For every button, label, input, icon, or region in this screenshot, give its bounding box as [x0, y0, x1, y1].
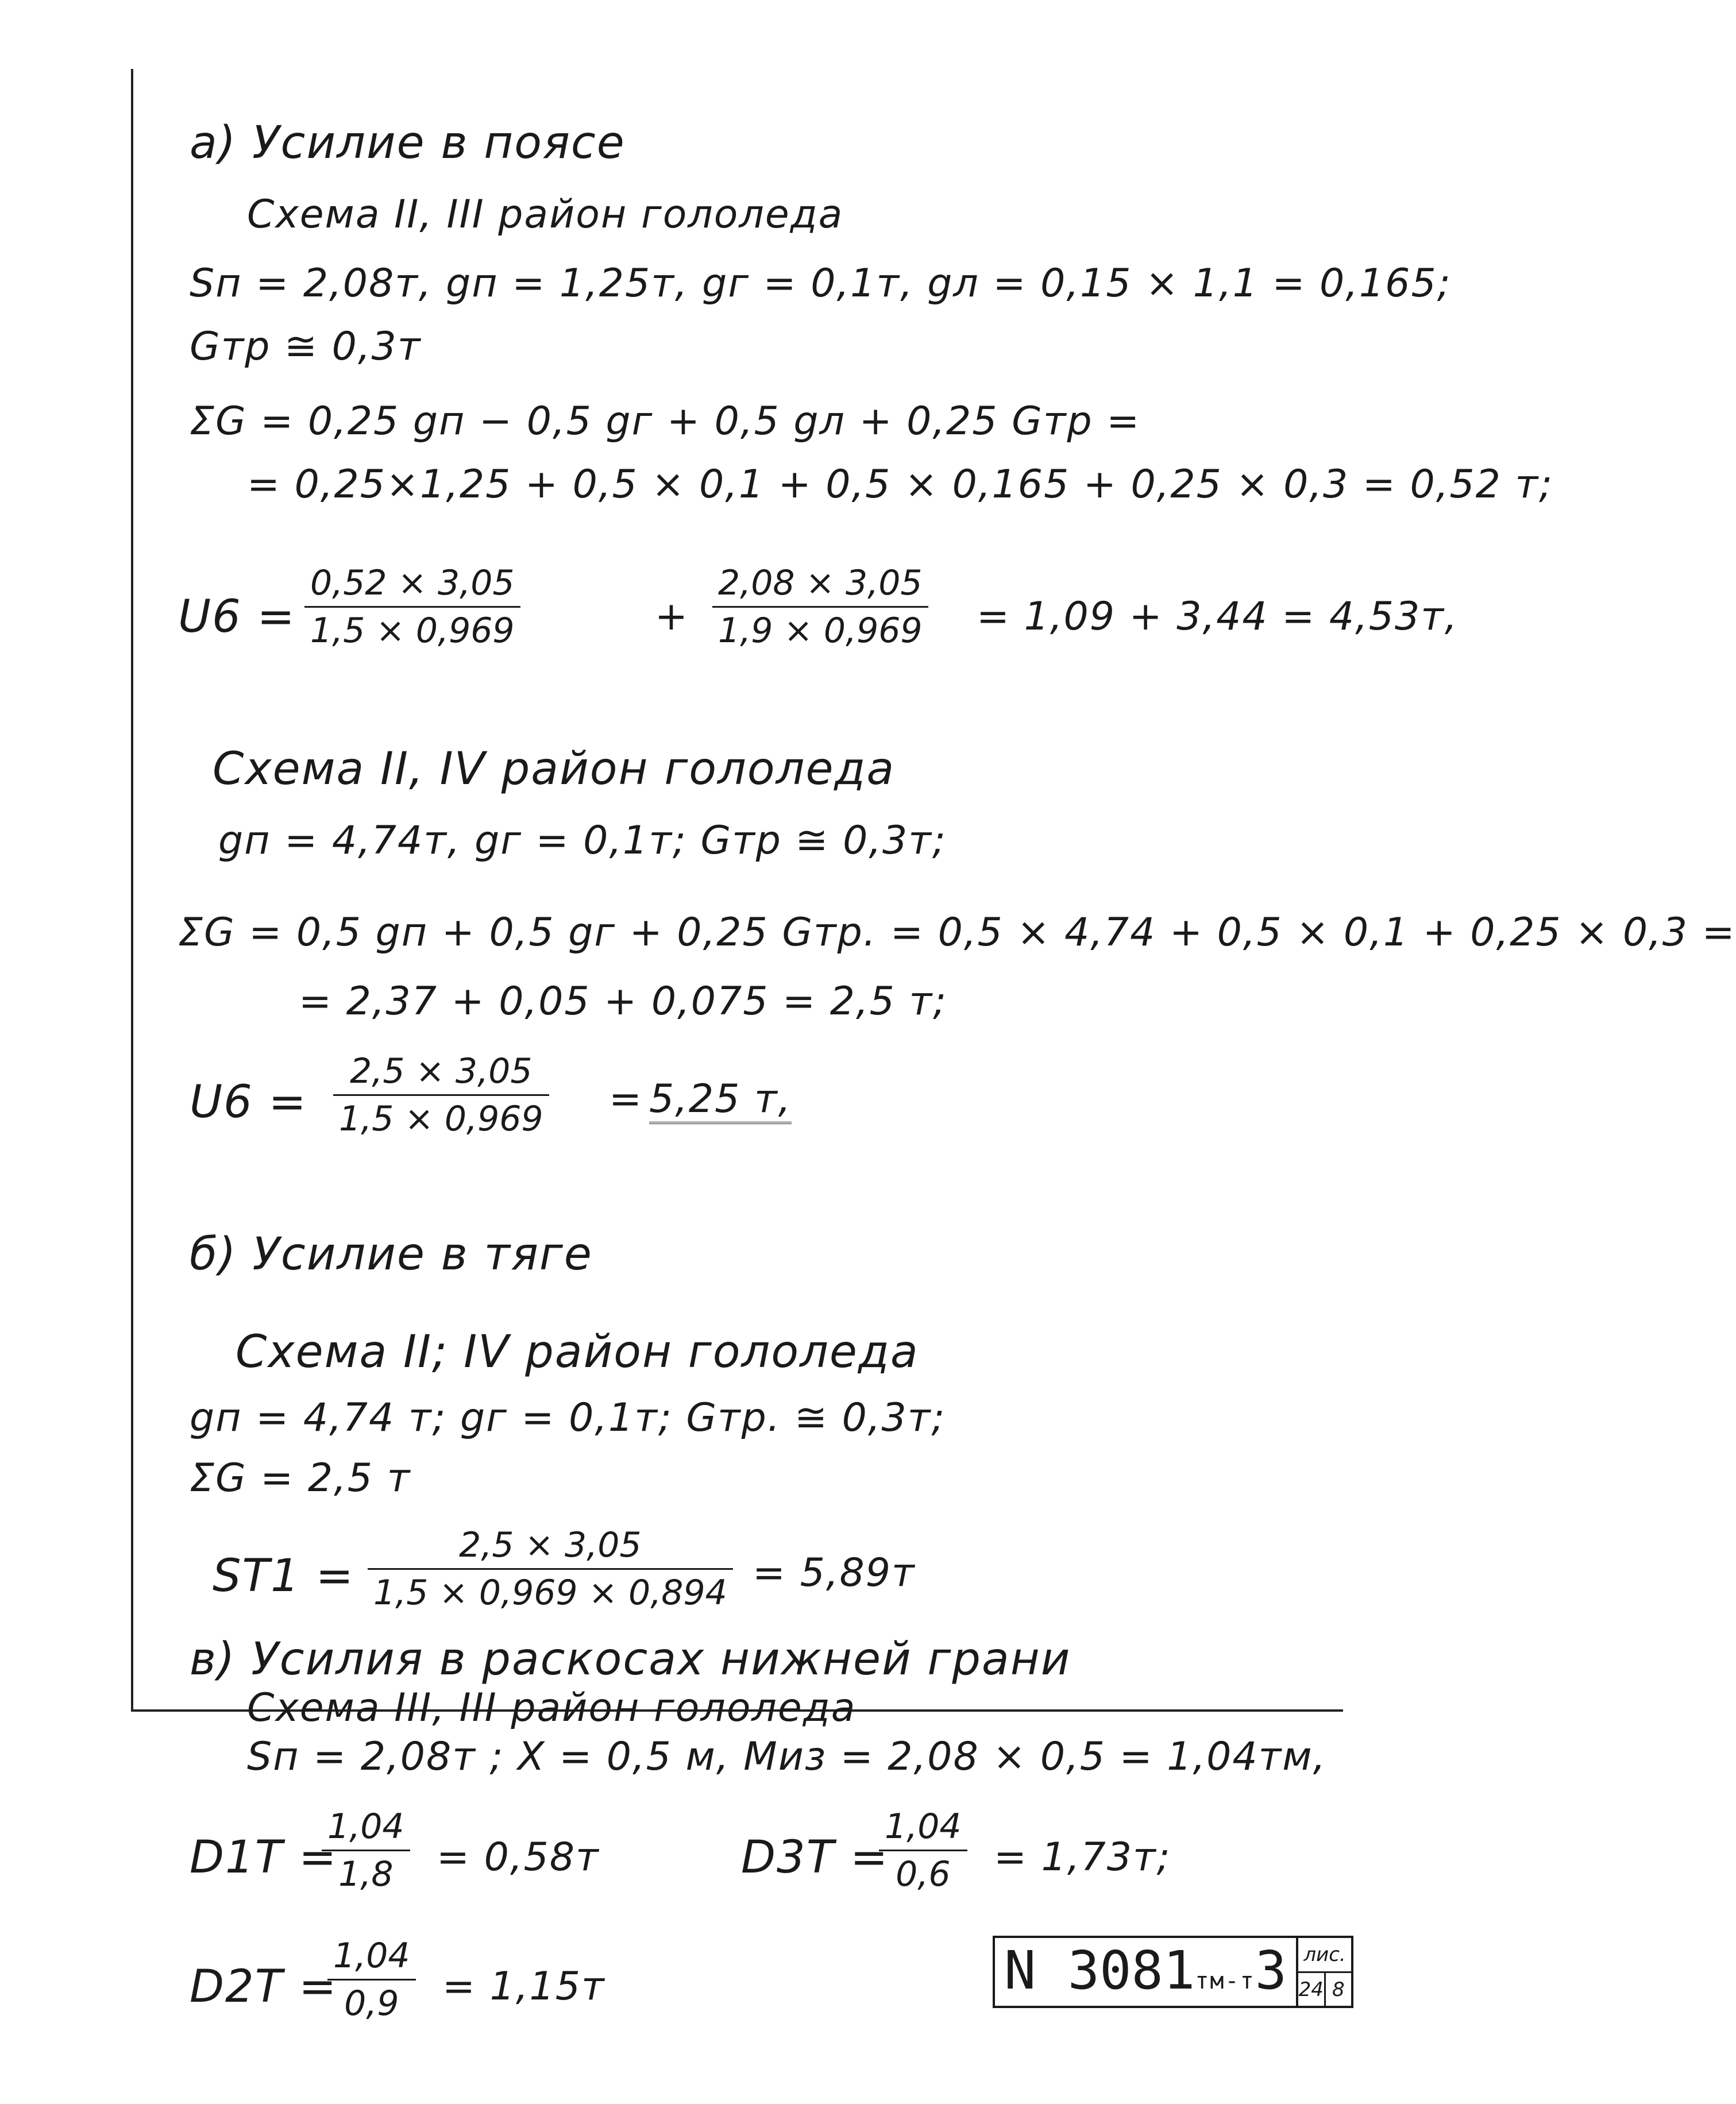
- drawing-stamp: [993, 1936, 1353, 2008]
- section-c-line1: Sп = 2,08т ; X = 0,5 м, Миз = 2,08 × 0,5 = 1,04тм,: [247, 1734, 1327, 1779]
- d2-fraction: [327, 1936, 416, 2024]
- section-a-line1: Sп = 2,08т, gп = 1,25т, gг = 0,1т, gл = 0,15 × 1,1 = 0,165;: [190, 261, 1452, 306]
- section-a-line6: ΣG = 0,5 gп + 0,5 gг + 0,25 Gтр. = 0,5 × 4,74 + 0,5 × 0,1 + 0,25 × 0,3 =: [178, 910, 1736, 955]
- u6b-fraction: [333, 1051, 549, 1139]
- d2-result: = 1,15т: [442, 1964, 605, 2009]
- page-left-border: [131, 69, 133, 1712]
- d3-result: = 1,73т;: [994, 1835, 1171, 1880]
- fraction-denominator: 1,5 × 0,969 × 0,894: [368, 1568, 733, 1610]
- section-b-line1: gп = 4,74 т; gг = 0,1т; Gтр. ≅ 0,3т;: [190, 1395, 946, 1441]
- fraction-denominator: 1,5 × 0,969: [304, 606, 520, 648]
- d3-fraction: [879, 1806, 967, 1894]
- fraction-denominator: 1,8: [322, 1850, 410, 1891]
- stamp-part: 3: [1255, 1940, 1287, 2001]
- section-c-scheme-title: Схема III, III район гололеда: [247, 1685, 857, 1731]
- section-a-line5: gп = 4,74т, gг = 0,1т; Gтр ≅ 0,3т;: [218, 818, 947, 863]
- fraction-denominator: 1,5 × 0,969: [333, 1094, 549, 1136]
- u6b-result-value: 5,25 т,: [649, 1076, 792, 1124]
- stamp-code: [995, 1938, 1296, 2006]
- u6b-result: [649, 1076, 792, 1122]
- d1-label: D1T =: [190, 1832, 338, 1883]
- st1-result: = 5,89т: [753, 1550, 916, 1596]
- stamp-sheet-numbers: [1298, 1973, 1351, 2006]
- fraction-numerator: 2,5 × 3,05: [459, 1525, 642, 1565]
- u6b-equals: =: [609, 1076, 643, 1122]
- d3-label: D3T =: [741, 1832, 889, 1883]
- section-a-line2: Gтр ≅ 0,3т: [190, 324, 422, 369]
- d1-result: = 0,58т: [437, 1835, 600, 1880]
- section-c-heading: в) Усилия в раскосах нижней грани: [190, 1634, 1071, 1685]
- d1-fraction: [322, 1806, 410, 1894]
- plus-sign: +: [655, 594, 689, 639]
- st1-label: ST1 =: [213, 1550, 354, 1602]
- section-a-line3: ΣG = 0,25 gп − 0,5 gг + 0,5 gл + 0,25 Gтр =: [190, 399, 1141, 444]
- section-b-scheme-title: Схема II; IV район гололеда: [236, 1326, 919, 1378]
- u6-fraction-2: [712, 563, 928, 651]
- fraction-denominator: 1,9 × 0,969: [712, 606, 928, 648]
- fraction-numerator: 1,04: [333, 1936, 410, 1976]
- u6-fraction-1: [304, 563, 520, 651]
- u6-result: = 1,09 + 3,44 = 4,53т,: [977, 594, 1459, 639]
- fraction-denominator: 0,9: [327, 1979, 416, 2021]
- u6b-label: U6 =: [190, 1076, 307, 1128]
- stamp-code-suffix: тм-т: [1195, 1968, 1255, 1994]
- fraction-numerator: 1,04: [327, 1806, 404, 1847]
- fraction-numerator: 1,04: [885, 1806, 962, 1847]
- stamp-sheet-total: 8: [1324, 1973, 1352, 2006]
- st1-fraction: [368, 1525, 733, 1613]
- stamp-sheet-label: лис.: [1298, 1938, 1351, 1973]
- fraction-numerator: 0,52 × 3,05: [310, 563, 515, 603]
- u6-label: U6 =: [178, 591, 296, 643]
- fraction-denominator: 0,6: [879, 1850, 967, 1891]
- fraction-numerator: 2,5 × 3,05: [350, 1051, 533, 1091]
- section-a-scheme1-title: Схема II, III район гололеда: [247, 192, 844, 237]
- section-a-scheme2-title: Схема II, IV район гололеда: [213, 743, 896, 795]
- stamp-code-number: N 3081: [1004, 1940, 1195, 2001]
- section-a-line7: = 2,37 + 0,05 + 0,075 = 2,5 т;: [299, 979, 947, 1024]
- stamp-sheet-box: [1296, 1938, 1351, 2006]
- section-a-heading: а) Усилие в поясе: [190, 117, 626, 169]
- section-b-heading: б) Усилие в тяге: [190, 1229, 593, 1280]
- stamp-sheet-number: 24: [1298, 1978, 1324, 2001]
- section-a-line4: = 0,25×1,25 + 0,5 × 0,1 + 0,5 × 0,165 + 0,25 × 0,3 = 0,52 т;: [247, 462, 1554, 507]
- section-b-line2: ΣG = 2,5 т: [190, 1456, 411, 1501]
- d2-label: D2T =: [190, 1961, 338, 2013]
- fraction-numerator: 2,08 × 3,05: [718, 563, 923, 603]
